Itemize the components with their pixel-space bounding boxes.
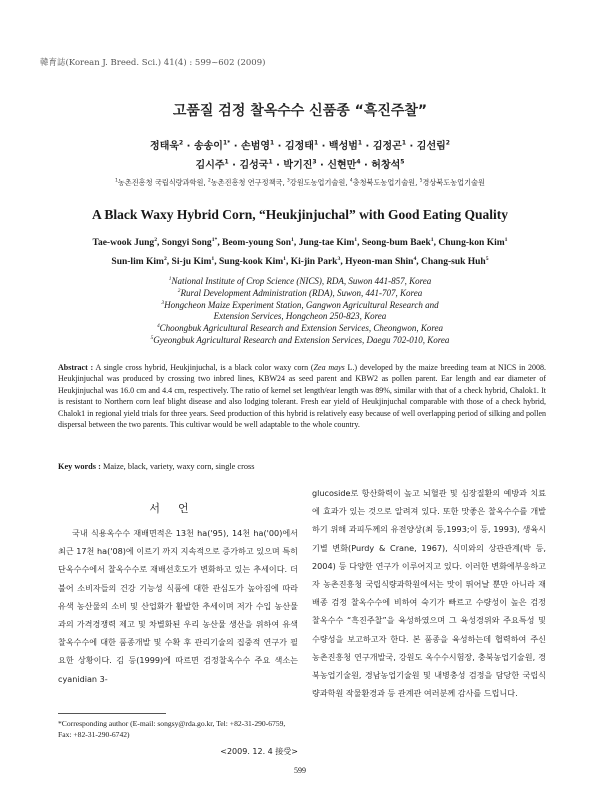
author-separator: ·	[360, 160, 372, 171]
author-name: Chung-kon Kim	[438, 238, 505, 248]
body-right-column: glucoside로 항산화력이 높고 뇌혈관 및 심장질환의 예방과 치료에 효과가 있는 것으로 알려져 있다. 또한 맛좋은 찰옥수수를 개발하기 위해 과피두께의 유전양상(최 등,1993;이 등, 1993), 생육시기별 변화(Purdy & Crane, 1967), 식미와의 상관관계(박 등, 2004) 등 다양한 연구가 이루어지고 있다. 이러한 변화에부응하고자 농촌진흥청 국립식량과학원에서는 맛이 뛰어날 뿐만 아니라 재배종 검정 찰옥수수에 비하여 숙기가 빠르고 수량성이 높은 검정 찰옥수수 “흑진주찰”을 육성하였으며 그 육성경위와 주요특성 및 수량성을 보고하고자 한다. 본 품종을 육성하는데 협력하여 주신 농촌진흥청 연구개발국, 강원도 옥수수시험장, 충북농업기술원, 경북농업기술원, 경남농업기술원 및 내병충성 검정을 담당한 국립식량과학원 작물환경과 등 관계관 여러분께 감사를 드립니다.	[312, 488, 546, 699]
received-date: <2009. 12. 4 接受>	[220, 747, 298, 756]
affiliation-text: Gyeongbuk Agricultural Research and Extension Services, Daegu 702-010, Korea	[153, 335, 450, 345]
journal-header: 韓育誌(Korean J. Breed. Sci.) 41(4) : 599~602 (2009)	[40, 58, 266, 68]
affiliation-mark: 3	[161, 299, 165, 306]
author-affiliation-mark: 1	[401, 139, 407, 147]
abstract-text-2: L.) developed by the maize breeding team at NICS in 2008. Heukjinjuchal was produced by crossing two inbred lines, KBW24 as seed parent and KBW2 as pollen parent. Ear length and ear diameter of Heukjinjuchal was 16.0 cm and 4.4 cm, respectively. The ratio of kernel set length/ear length was 89%, similar with that of a check hybrid, Chalok1. It is resistant to Northern corn leaf blight disease and also lodging tolerant. Fresh ear yield of Heukjinjuchal comparable with those of a check hybrid, Chalok1 in regional yield trials for three years. Seed production of this hybrid is relatively easy because of well overlapping period of silking and pollen dispersal between the two parents. This cultivar would be well adaptable to the whole country.	[58, 363, 546, 430]
affiliation-text: Choongbuk Agricultural Research and Extension Services, Cheongwon, Korea	[159, 323, 444, 334]
page-number: 599	[294, 766, 306, 775]
author-affiliation-mark: 3	[312, 158, 317, 166]
author-name: 손범영	[241, 141, 271, 152]
author-name: Jung-tae Kim	[298, 238, 355, 248]
affiliation-text: Rural Development Administration (RDA), Suwon, 441-707, Korea	[180, 287, 423, 298]
english-title: A Black Waxy Hybrid Corn, “Heukjinjuchal” with Good Eating Quality	[91, 207, 509, 222]
author-name: Chang-suk Huh	[421, 257, 486, 267]
keywords-text: Maize, black, variety, waxy corn, single cross	[100, 462, 255, 471]
body-left-column: 국내 식용옥수수 재배면적은 13천 ha('95), 14천 ha('00)에서 최근 17천 ha('08)에 이르기 까지 지속적으로 증가하고 있으며 특히 단옥수수에서 찰옥수수로 재배선호도가 변화하고 있는 추세이다. 더불어 소비자들의 건강 기능성 식품에 대한 관심도가 높아짐에 따라 유색 농산물의 소비 및 산업화가 활발한 추세이며 저가 수입 농산물과의 가격경쟁력 제고 및 차별화된 우리 농산물 생산을 위하여 유색 찰옥수수에 대한 품종개발 및 수확 후 관리기술의 집중적 연구가 필요한 상황이다. 김 등(1999)에 따르면 검정찰옥수수 주요 색소는 cyanidian 3-	[58, 528, 298, 684]
author-name: 허창석	[371, 160, 401, 171]
author-affiliation-mark: 5	[485, 255, 489, 262]
author-name: 김성국	[239, 160, 269, 171]
author-separator: ·	[272, 160, 284, 171]
affiliation-text: 충청북도농업기술원,	[352, 178, 420, 187]
keywords	[58, 462, 546, 471]
affiliation-text: Extension Services, Hongcheon 250-823, Korea	[213, 311, 387, 322]
english-affiliation-line	[20, 300, 580, 310]
author-affiliation-mark: 1	[270, 139, 275, 147]
author-name: Songyi Song	[161, 238, 212, 248]
author-name: Tae-wook Jung	[92, 238, 155, 248]
author-separator: ·	[183, 141, 194, 152]
author-affiliation-mark: 1	[354, 236, 358, 243]
author-name: Sun-lim Kim	[111, 257, 164, 267]
author-affiliation-mark: 2	[154, 236, 158, 243]
author-separator: ,	[166, 257, 172, 267]
author-separator: ,	[433, 238, 439, 248]
author-separator: ,	[416, 257, 422, 267]
author-name: 신현만	[327, 160, 357, 171]
affiliation-text: 농촌진흥청 국립식량과학원,	[117, 178, 208, 187]
affiliation-mark: 4	[349, 178, 353, 184]
abstract-text-1: A single cross hybrid, Heukjinjuchal, is a black color waxy corn (	[93, 363, 314, 372]
footnote-divider	[58, 713, 166, 714]
author-name: 김선림	[416, 141, 446, 152]
author-separator: ·	[274, 141, 285, 152]
corresponding-author-footnote: *Corresponding author (E-mail: songsy@rda.go.kr, Tel: +82-31-290-6759, Fax: +82-31-290-6742)	[58, 719, 286, 739]
author-separator: ,	[214, 257, 219, 267]
author-separator: ,	[293, 238, 299, 248]
author-name: 김정태	[284, 141, 314, 152]
author-separator: ,	[157, 238, 162, 248]
author-affiliation-mark: 1	[291, 236, 294, 243]
author-affiliation-mark: 4	[356, 158, 361, 166]
author-separator: ·	[362, 141, 373, 152]
author-separator: ·	[406, 141, 417, 152]
english-affiliation-line	[20, 323, 580, 333]
author-separator: ,	[286, 257, 291, 267]
english-authors-line-2	[20, 257, 580, 267]
author-affiliation-mark: 2	[179, 139, 184, 147]
author-affiliation-mark: 1*	[222, 139, 231, 147]
english-affiliation-line	[20, 311, 580, 321]
affiliation-mark: 5	[419, 178, 423, 184]
author-name: 정태욱	[150, 141, 180, 152]
keywords-label: Key words :	[58, 462, 101, 471]
affiliation-mark: 5	[150, 335, 154, 341]
affiliation-text: 경상북도농업기술원	[422, 178, 485, 187]
affiliation-mark: 2	[177, 287, 181, 294]
author-affiliation-mark: 1*	[211, 236, 218, 243]
author-affiliation-mark: 1	[430, 236, 434, 243]
author-separator: ·	[230, 141, 242, 152]
abstract-label: Abstract :	[58, 363, 94, 372]
english-authors-line-1	[20, 238, 580, 248]
author-name: Seong-bum Baek	[361, 238, 431, 248]
author-name: Sung-kook Kim	[219, 257, 284, 267]
english-affiliation-line	[20, 276, 580, 286]
affiliation-text: 강원도농업기술원,	[289, 178, 350, 187]
author-separator: ·	[318, 141, 329, 152]
author-name: Ki-jin Park	[290, 257, 338, 267]
author-affiliation-mark: 2	[163, 255, 167, 262]
affiliation-text: Hongcheon Maize Experiment Station, Gangwon Agricultural Research and	[164, 299, 439, 310]
english-affiliation-line	[20, 288, 580, 298]
affiliation-mark: 3	[287, 178, 290, 184]
author-name: 백성범	[328, 141, 358, 152]
affiliation-text: National Institute of Crop Science (NICS), RDA, Suwon 441-857, Korea	[171, 276, 432, 286]
korean-authors-line-1	[20, 137, 580, 152]
author-affiliation-mark: 3	[337, 255, 341, 262]
author-name: 김정곤	[372, 141, 402, 152]
affiliation-mark: 4	[156, 323, 160, 330]
affiliation-mark: 1	[115, 178, 118, 184]
author-affiliation-mark: 1	[357, 139, 363, 147]
author-affiliation-mark: 1	[504, 236, 508, 243]
author-separator: ,	[357, 238, 362, 248]
author-affiliation-mark: 1	[211, 255, 215, 262]
korean-affiliations	[20, 178, 580, 188]
author-name: 박기진	[283, 160, 313, 171]
korean-title: 고품질 검정 찰옥수수 신품종 “흑진주찰”	[172, 103, 428, 119]
author-affiliation-mark: 5	[400, 158, 405, 166]
section-title: 서언	[149, 502, 207, 515]
abstract-species: Zea mays	[313, 363, 345, 372]
affiliation-text: 농촌진흥청 연구정책국,	[210, 178, 288, 187]
author-affiliation-mark: 1	[283, 255, 286, 262]
author-affiliation-mark: 2	[445, 139, 450, 147]
author-name: 송송이	[193, 141, 223, 152]
author-affiliation-mark: 1	[224, 158, 229, 166]
author-separator: ,	[340, 257, 346, 267]
author-name: 김시주	[195, 160, 225, 171]
author-affiliation-mark: 4	[413, 255, 417, 262]
author-separator: ·	[316, 160, 328, 171]
author-affiliation-mark: 1	[313, 139, 319, 147]
abstract	[58, 362, 546, 430]
author-separator: ,	[217, 238, 223, 248]
author-name: Si-ju Kim	[171, 257, 212, 267]
korean-authors-line-2	[20, 156, 580, 171]
author-separator: ·	[228, 160, 240, 171]
author-affiliation-mark: 1	[268, 158, 273, 166]
affiliation-mark: 2	[208, 178, 211, 184]
author-name: Hyeon-man Shin	[345, 257, 414, 267]
author-name: Beom-young Son	[222, 238, 292, 248]
english-affiliation-line	[20, 335, 580, 345]
affiliation-mark: 1	[168, 276, 172, 282]
